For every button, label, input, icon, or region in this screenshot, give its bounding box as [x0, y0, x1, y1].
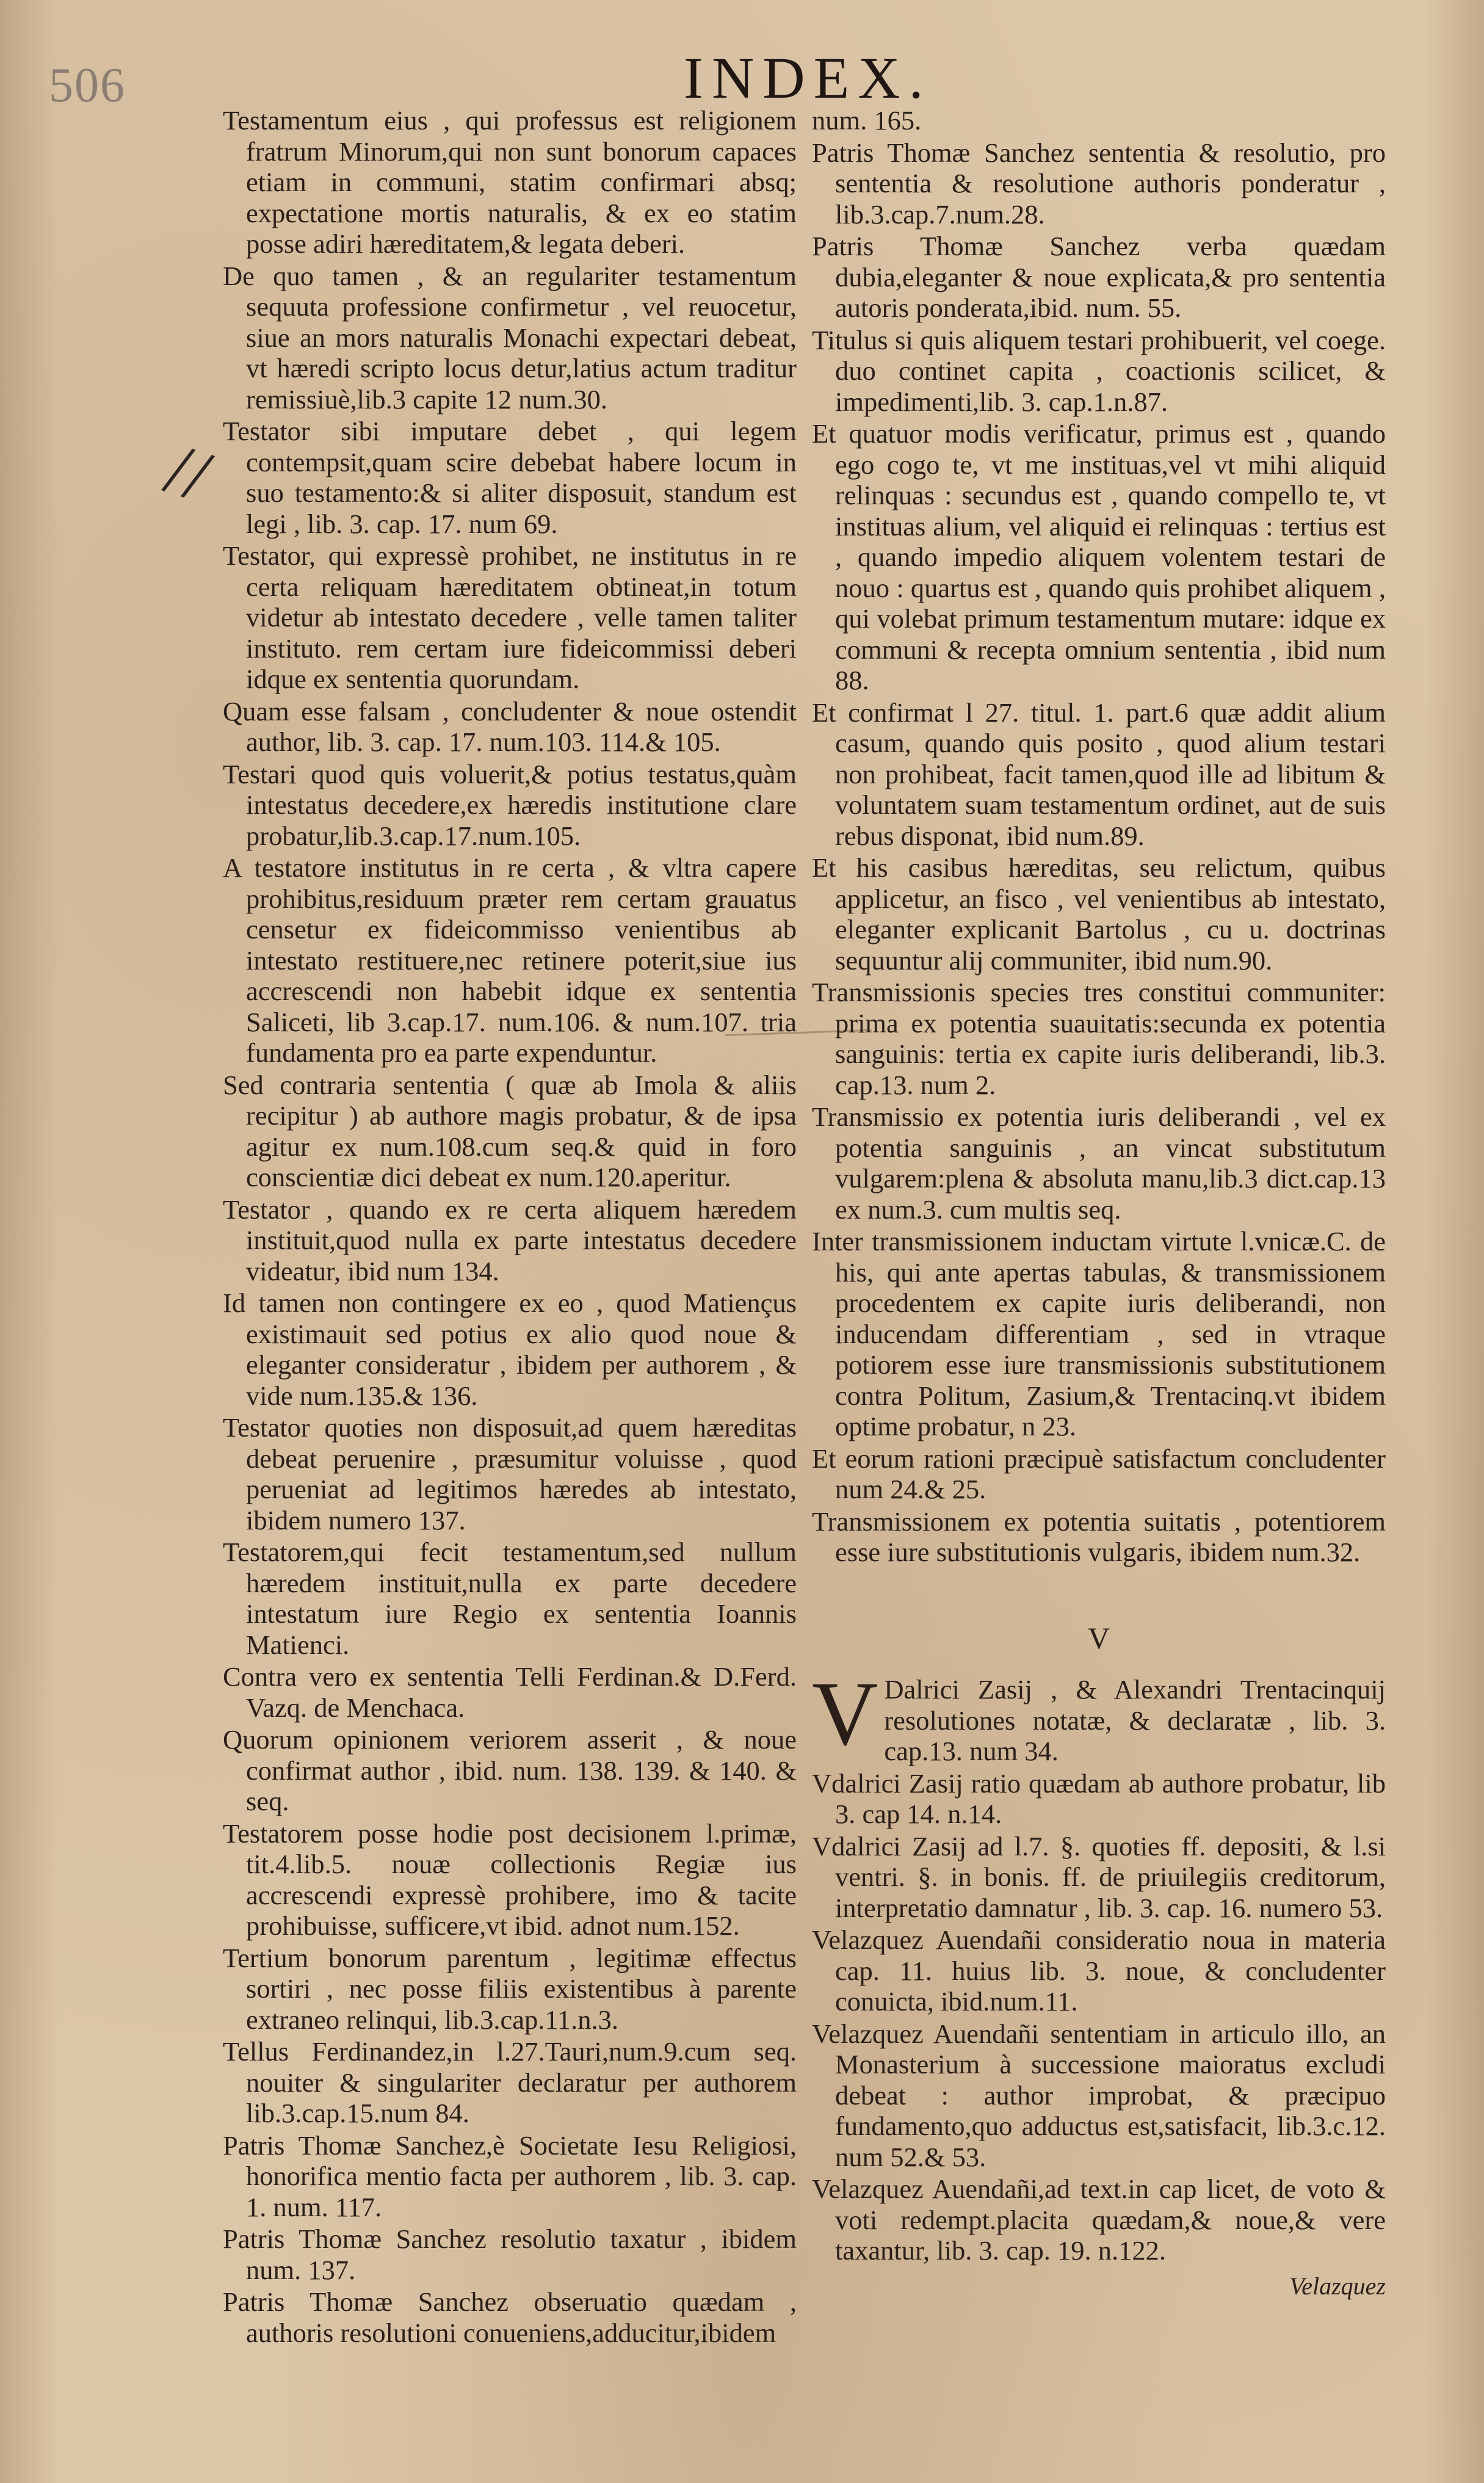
- index-entry: Contra vero ex sententia Telli Ferdinan.& D.Ferd. Vazq. de Menchaca.: [223, 1661, 797, 1723]
- index-entry: Testamentum eius , qui professus est religionem fratrum Minorum,qui non sunt bonorum capaces etiam in communi, statim confirmari absq; expectatione mortis naturalis, & ex eo statim posse adiri hæreditatem,& legata deberi.: [223, 105, 797, 259]
- index-entry: Patris Thomæ Sanchez obseruatio quædam , authoris resolutioni conueniens,adducitur,ibidem: [223, 2286, 797, 2348]
- index-entry: Testator, qui expressè prohibet, ne institutus in re certa reliquam hæreditatem obtineat,in totum videtur ab intestato decedere , velle tamen taliter instituto. rem certam iure fideicommissi deberi idque ex sententia quorundam.: [223, 540, 797, 694]
- index-entry: Et confirmat l 27. titul. 1. part.6 quæ addit alium casum, quando quis posito , quod alium testari non prohibeat, facit tamen,quod ille ad libitum & voluntatem suam testamentum ordinet, aut de suis rebus disponat, ibid num.89.: [812, 697, 1386, 851]
- index-entry: Transmissionem ex potentia suitatis , potentiorem esse iure substitutionis vulgaris, ibidem num.32.: [812, 1506, 1386, 1567]
- entry-text: Dalrici Zasij , & Alexandri Trentacinquij resolutiones notatæ, & declaratæ , lib. 3. cap.13. num 34.: [884, 1674, 1386, 1766]
- section-letter-heading: V: [1087, 1620, 1110, 1655]
- index-entry: Tertium bonorum parentum , legitimæ effectus sortiri , nec posse filiis existentibus à parente extraneo relinqui, lib.3.cap.11.n.3.: [223, 1942, 797, 2035]
- index-entry: Velazquez Auendañi,ad text.in cap licet, de voto & voti redempt.placita quædam,& noue,& vere taxantur, lib. 3. cap. 19. n.122.: [812, 2173, 1386, 2266]
- index-entry: Patris Thomæ Sanchez verba quædam dubia,eleganter & noue explicata,& pro sententia autoris ponderata,ibid. num. 55.: [812, 231, 1386, 323]
- index-entry: Tellus Ferdinandez,in l.27.Tauri,num.9.cum seq. nouiter & singulariter declaratur per authorem lib.3.cap.15.num 84.: [223, 2036, 797, 2128]
- index-entry: Quam esse falsam , concludenter & noue ostendit author, lib. 3. cap. 17. num.103. 114.& 105.: [223, 695, 797, 757]
- index-entry: Testari quod quis voluerit,& potius testatus,quàm intestatus decedere,ex hæredis institutione clare probatur,lib.3.cap.17.num.105.: [223, 758, 797, 851]
- index-entry: Et his casibus hæreditas, seu relictum, quibus applicetur, an fisco , vel venientibus ab intestato, eleganter explicanit Bartolus , cu u. doctrinas sequuntur alij communiter, ibid num.90.: [812, 852, 1386, 976]
- page-title: INDEX.: [684, 45, 932, 111]
- index-entry: Sed contraria sententia ( quæ ab Imola & aliis recipitur ) ab authore magis probatur, & de ipsa agitur ex num.108.cum seq.& quid in foro conscientiæ dici debeat ex num.120.aperitur.: [223, 1069, 797, 1192]
- catchword: Velazquez: [1289, 2272, 1386, 2300]
- index-entry: Vdalrici Zasij ratio quædam ab authore probatur, lib 3. cap 14. n.14.: [812, 1767, 1386, 1829]
- page-number: 506: [49, 59, 126, 112]
- index-entry: [812, 1663, 1386, 1767]
- index-entry: Testatorem posse hodie post decisionem l.primæ, tit.4.lib.5. nouæ collectionis Regiæ ius accrescendi expressè prohibere, imo & tacite prohibuisse, sufficere,vt ibid. adnot num.152.: [223, 1818, 797, 1941]
- left-column: [223, 105, 797, 2349]
- margin-mark: //: [156, 427, 220, 518]
- right-column: [812, 105, 1386, 2302]
- index-entry: Testatorem,qui fecit testamentum,sed nullum hæredem instituit,nulla ex parte decedere intestatum iure Regio ex sententia Ioannis Matienci.: [223, 1537, 797, 1660]
- index-entry: Quorum opinionem veriorem asserit , & noue confirmat author , ibid. num. 138. 139. & 140. & seq.: [223, 1724, 797, 1816]
- index-entry: De quo tamen , & an regulariter testamentum sequuta professione confirmetur , vel reuocetur, siue an mors naturalis Monachi expectari debeat, vt hæredi scripto locus detur,latius actum traditur remissiuè,lib.3 capite 12 num.30.: [223, 260, 797, 415]
- index-entry: Velazquez Auendañi consideratio noua in materia cap. 11. huius lib. 3. noue, & concludenter conuicta, ibid.num.11.: [812, 1924, 1386, 2017]
- index-entry: num. 165.: [812, 105, 922, 136]
- drop-cap: V: [812, 1663, 878, 1764]
- index-entry: Velazquez Auendañi sententiam in articulo illo, an Monasterium à successione maioratus excludi debeat : author improbat, & præcipuo fundamento,quo adductus est,satisfacit, lib.3.c.12. num 52.& 53.: [812, 2018, 1386, 2172]
- index-entry: Et quatuor modis verificatur, primus est , quando ego cogo te, vt me instituas,vel vt mihi aliquid relinquas : secundus est , quando compello te, vt instituas alium, vel aliquid ei relinquas : tertius est , quando impedio aliquem volentem testari de nouo : quartus est , quando quis prohibet aliquem , qui volebat primum testamentum mutare: idque ex communi & recepta omnium sententia , ibid num 88.: [812, 418, 1386, 695]
- index-entry: Et eorum rationi præcipuè satisfactum concludenter num 24.& 25.: [812, 1443, 1386, 1504]
- index-entry: Transmissio ex potentia iuris deliberandi , vel ex potentia sanguinis , an vincat substitutum vulgarem:plena & absoluta manu,lib.3 dict.cap.13 ex num.3. cum multis seq.: [812, 1101, 1386, 1225]
- index-entry: Transmissionis species tres constitui communiter: prima ex potentia suauitatis:secunda ex potentia sanguinis: tertia ex capite iuris deliberandi, lib.3. cap.13. num 2.: [812, 977, 1386, 1100]
- index-entry: Patris Thomæ Sanchez resolutio taxatur , ibidem num. 137.: [223, 2224, 797, 2285]
- index-entry: Titulus si quis aliquem testari prohibuerit, vel coege. duo continet capita , coactionis scilicet, & impedimenti,lib. 3. cap.1.n.87.: [812, 324, 1386, 417]
- index-entry: Testator , quando ex re certa aliquem hæredem instituit,quod nulla ex parte intestatus decedere videatur, ibid num 134.: [223, 1194, 797, 1286]
- index-entry: Testator sibi imputare debet , qui legem contempsit,quam scire debebat habere locum in suo testamento:& si aliter disposuit, standum est legi , lib. 3. cap. 17. num 69.: [223, 416, 797, 539]
- index-entry: Patris Thomæ Sanchez,è Societate Iesu Religiosi, honorifica mentio facta per authorem , lib. 3. cap. 1. num. 117.: [223, 2130, 797, 2222]
- index-entry: Id tamen non contingere ex eo , quod Matiençus existimauit sed potius ex alio quod noue & eleganter consideratur , ibidem per authorem , & vide num.135.& 136.: [223, 1288, 797, 1411]
- index-entry: Vdalrici Zasij ad l.7. §. quoties ff. depositi, & l.si ventri. §. in bonis. ff. de priuilegiis creditorum, interpretatio damnatur , lib. 3. cap. 16. numero 53.: [812, 1830, 1386, 1923]
- index-entry: A testatore institutus in re certa , & vltra capere prohibitus,residuum præter rem certam grauatus censetur ex fideicommisso venientibus ab intestato restituere,nec retinere poterit,siue ius accrescendi non habebit idque ex sententia Saliceti, lib 3.cap.17. num.106. & num.107. tria fundamenta pro ea parte expenduntur.: [223, 852, 797, 1068]
- index-entry: Inter transmissionem inductam virtute l.vnicæ.C. de his, qui ante apertas tabulas, & transmissionem procedentem ex capite iuris deliberandi, non inducendam differentiam , sed in vtraque potiorem esse iure transmissionis substitutionem contra Politum, Zasium,& Trentacinq.vt ibidem optime probatur, n 23.: [812, 1226, 1386, 1441]
- index-entry: Testator quoties non disposuit,ad quem hæreditas debeat peruenire , præsumitur voluisse , quod perueniat ad legitimos hæredes ab intestato, ibidem numero 137.: [223, 1412, 797, 1535]
- index-entry: Patris Thomæ Sanchez sententia & resolutio, pro sententia & resolutione authoris ponderatur , lib.3.cap.7.num.28.: [812, 137, 1386, 230]
